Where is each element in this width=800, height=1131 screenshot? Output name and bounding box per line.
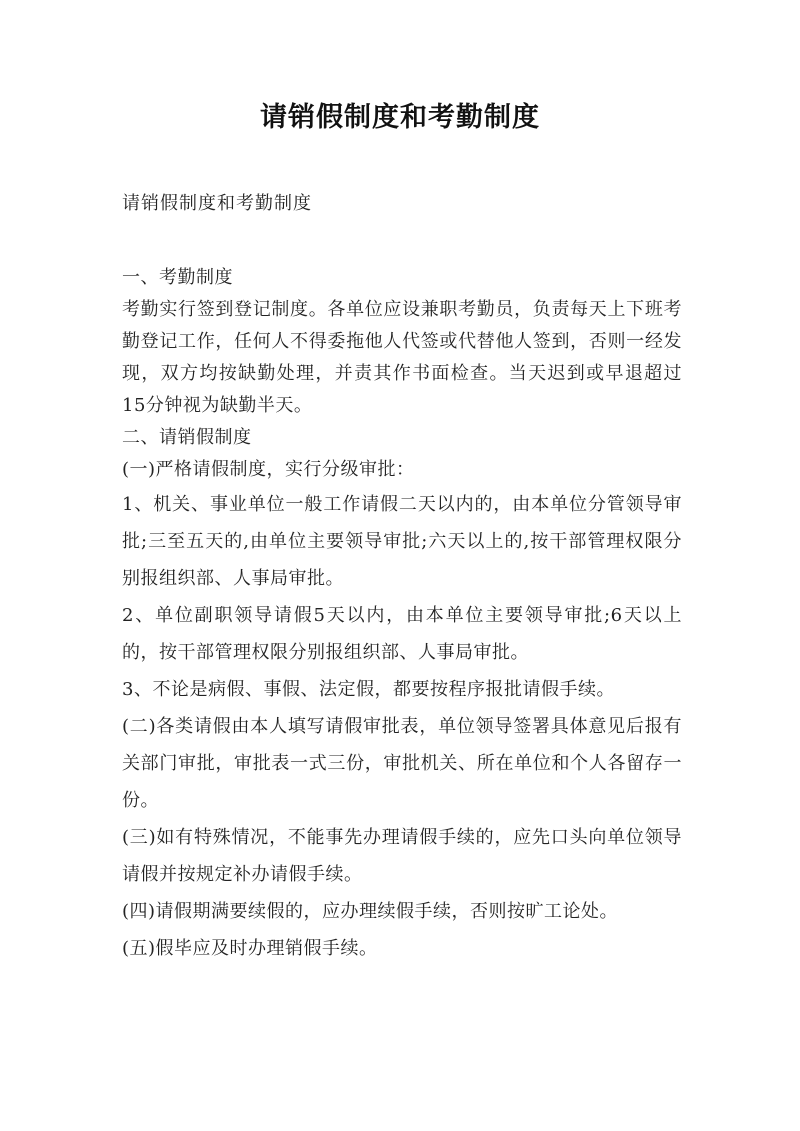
paragraph-leave-form: (二)各类请假由本人填写请假审批表，单位领导签署具体意见后报有关部门审批，审批表一式三份，审批机关、所在单位和个人各留存一份。 <box>122 716 682 811</box>
document-subtitle: 请销假制度和考勤制度 <box>122 193 312 214</box>
paragraph-leave-item-3: 3、不论是病假、事假、法定假，都要按程序报批请假手续。 <box>122 679 615 700</box>
document-title: 请销假制度和考勤制度 <box>260 102 540 133</box>
paragraph-leave-extension: (四)请假期满要续假的，应办理续假手续，否则按旷工论处。 <box>122 901 619 922</box>
paragraph-special-cases: (三)如有特殊情况，不能事先办理请假手续的，应先口头向单位领导请假并按规定补办请假手续。 <box>122 827 682 885</box>
paragraph-leave-return: (五)假毕应及时办理销假手续。 <box>122 938 378 959</box>
section-heading-leave: 二、请销假制度 <box>122 427 252 448</box>
section-heading-attendance: 一、考勤制度 <box>122 267 233 288</box>
paragraph-attendance-rules: 考勤实行签到登记制度。各单位应设兼职考勤员，负责每天上下班考勤登记工作，任何人不得委拖他人代签或代替他人签到，否则一经发现，双方均按缺勤处理，并责其作书面检查。当天迟到或早退超过15分钟视为缺勤半天。 <box>122 299 682 416</box>
paragraph-leave-approval-intro: (一)严格请假制度，实行分级审批： <box>122 459 415 480</box>
paragraph-leave-item-2: 2、单位副职领导请假5天以内，由本单位主要领导审批;6天以上的，按干部管理权限分别报组织部、人事局审批。 <box>122 605 682 663</box>
paragraph-leave-item-1: 1、机关、事业单位一般工作请假二天以内的，由本单位分管领导审批;三至五天的,由单位主要领导审批;六天以上的,按干部管理权限分别报组织部、人事局审批。 <box>122 494 682 589</box>
document-body <box>122 262 682 967</box>
